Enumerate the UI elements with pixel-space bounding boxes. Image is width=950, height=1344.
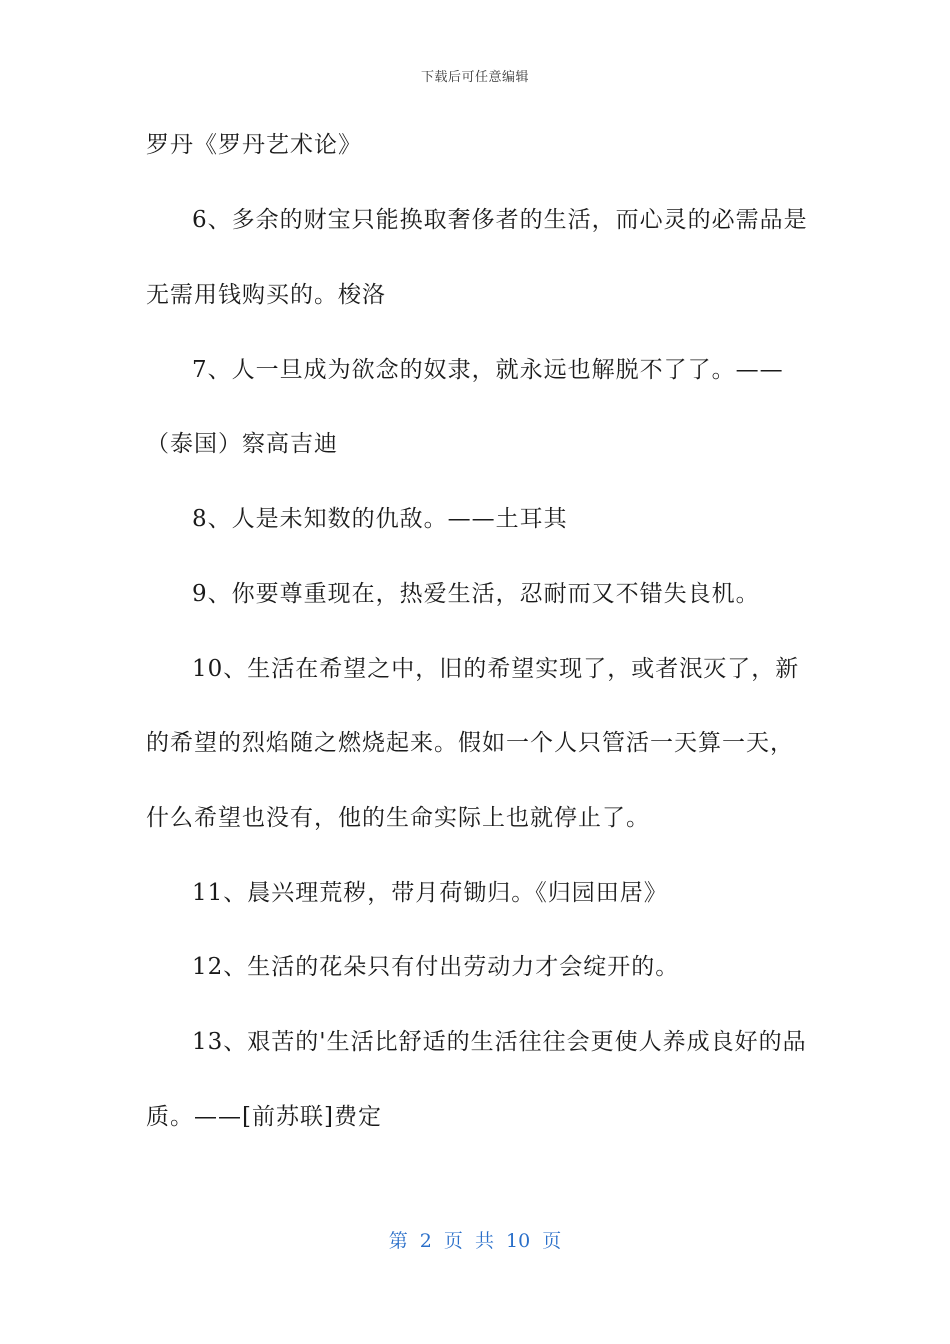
text-line: 的希望的烈焰随之燃烧起来。假如一个人只管活一天算一天， <box>146 730 794 756</box>
quote-6-line: 6、多余的财宝只能换取奢侈者的生活，而心灵的必需品是 <box>192 207 808 233</box>
text-line: 质。——[前苏联]费定 <box>146 1104 382 1130</box>
text-line: （泰国）察高吉迪 <box>146 431 338 457</box>
text-line: 什么希望也没有，他的生命实际上也就停止了。 <box>146 805 650 831</box>
quote-12-line: 12、生活的花朵只有付出劳动力才会绽开的。 <box>192 954 680 980</box>
quote-11-line: 11、晨兴理荒秽，带月荷锄归。《归园田居》 <box>192 880 668 906</box>
page-header: 下载后可任意编辑 <box>420 70 529 85</box>
quote-10-line: 10、生活在希望之中，旧的希望实现了，或者泯灭了，新 <box>192 656 800 682</box>
text-line: 罗丹《罗丹艺术论》 <box>146 132 362 158</box>
page-footer: 第 2 页 共 10 页 <box>388 1230 562 1252</box>
quote-8-line: 8、人是未知数的仇敌。——土耳其 <box>192 506 568 532</box>
text-line: 无需用钱购买的。梭洛 <box>146 282 386 308</box>
quote-7-line: 7、人一旦成为欲念的奴隶，就永远也解脱不了了。—— <box>192 357 784 383</box>
quote-9-line: 9、你要尊重现在，热爱生活，忍耐而又不错失良机。 <box>192 581 760 607</box>
quote-13-line: 13、艰苦的'生活比舒适的生活往往会更使人养成良好的品 <box>192 1029 807 1055</box>
